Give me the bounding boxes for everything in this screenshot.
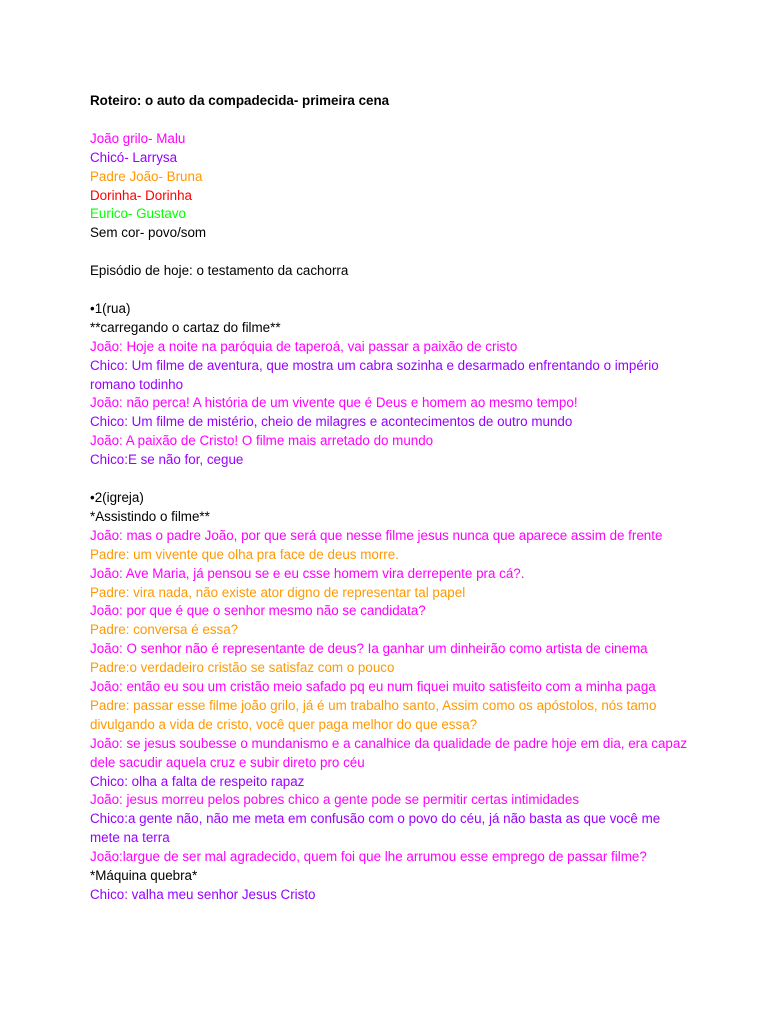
dialogue-line: Chico: Um filme de mistério, cheio de milagres e acontecimentos de outro mundo xyxy=(90,414,573,430)
stage-direction: **carregando o cartaz do filme** xyxy=(90,319,281,335)
dialogue-line: João: então eu sou um cristão meio safado pq eu num fiquei muito satisfeito com a minha paga xyxy=(90,679,656,695)
dialogue-line: João:largue de ser mal agradecido, quem foi que lhe arrumou esse emprego de passar filme? xyxy=(90,849,647,865)
dialogue-line: Padre: um vivente que olha pra face de deus morre. xyxy=(90,546,399,562)
script-document xyxy=(90,92,690,905)
dialogue-line: Chico: valha meu senhor Jesus Cristo xyxy=(90,887,316,902)
scene-2 xyxy=(90,489,690,905)
cast-item-dorinha: Dorinha- Dorinha xyxy=(90,187,192,203)
spacer xyxy=(90,243,690,262)
cast-item-padre: Padre João- Bruna xyxy=(90,168,203,184)
dialogue-line: Padre:o verdadeiro cristão se satisfaz com o pouco xyxy=(90,660,395,676)
dialogue-line: João: Hoje a noite na paróquia de taperoá, vai passar a paixão de cristo xyxy=(90,338,518,354)
scene-heading: •2(igreja) xyxy=(90,489,144,505)
dialogue-line: João: por que é que o senhor mesmo não se candidata? xyxy=(90,603,426,619)
dialogue-line: João: se jesus soubesse o mundanismo e a canalhice da qualidade de padre hoje em dia, era capaz dele sacudir aquela cruz e subir direto pro céu xyxy=(90,735,688,770)
dialogue-line: Padre: conversa é essa? xyxy=(90,622,239,638)
document-title: Roteiro: o auto da compadecida- primeira cena xyxy=(90,93,390,108)
cast-list xyxy=(90,130,690,243)
scene-heading: •1(rua) xyxy=(90,300,131,316)
dialogue-line: Chico: olha a falta de respeito rapaz xyxy=(90,773,305,789)
dialogue-line: Chico: Um filme de aventura, que mostra um cabra sozinha e desarmado enfrentando o império romano todinho xyxy=(90,357,659,392)
scene-1 xyxy=(90,300,690,470)
dialogue-line: João: jesus morreu pelos pobres chico a gente pode se permitir certas intimidades xyxy=(90,792,580,808)
dialogue-line: João: O senhor não é representante de deus? Ia ganhar um dinheirão como artista de cinema xyxy=(90,641,648,657)
dialogue-line: João: A paixão de Cristo! O filme mais arretado do mundo xyxy=(90,433,434,449)
cast-item-povo: Sem cor- povo/som xyxy=(90,225,207,241)
spacer xyxy=(90,111,690,130)
cast-item-chico: Chicó- Larrysa xyxy=(90,149,178,165)
dialogue-line: João: Ave Maria, já pensou se e eu csse homem vira derrepente pra cá?. xyxy=(90,565,525,581)
cast-item-joao: João grilo- Malu xyxy=(90,130,186,146)
dialogue-line: Padre: passar esse filme joão grilo, já é um trabalho santo, Assim como os apóstolos, nós tamo divulgando a vida de cristo, você quer paga melhor do que essa? xyxy=(90,697,657,732)
dialogue-line: João: não perca! A história de um vivente que é Deus e homem ao mesmo tempo! xyxy=(90,395,578,411)
dialogue-line: João: mas o padre João, por que será que nesse filme jesus nunca que aparece assim de frente xyxy=(90,527,663,543)
spacer xyxy=(90,281,690,300)
dialogue-line: Padre: vira nada, não existe ator digno de representar tal papel xyxy=(90,584,466,600)
stage-direction: *Máquina quebra* xyxy=(90,868,198,884)
stage-direction: *Assistindo o filme** xyxy=(90,508,210,524)
cast-item-eurico: Eurico- Gustavo xyxy=(90,206,187,222)
dialogue-line: Chico:E se não for, cegue xyxy=(90,452,244,468)
spacer xyxy=(90,470,690,489)
episode-line: Episódio de hoje: o testamento da cachorra xyxy=(90,263,349,279)
dialogue-line: Chico:a gente não, não me meta em confusão com o povo do céu, já não basta as que você me mete na terra xyxy=(90,811,661,846)
